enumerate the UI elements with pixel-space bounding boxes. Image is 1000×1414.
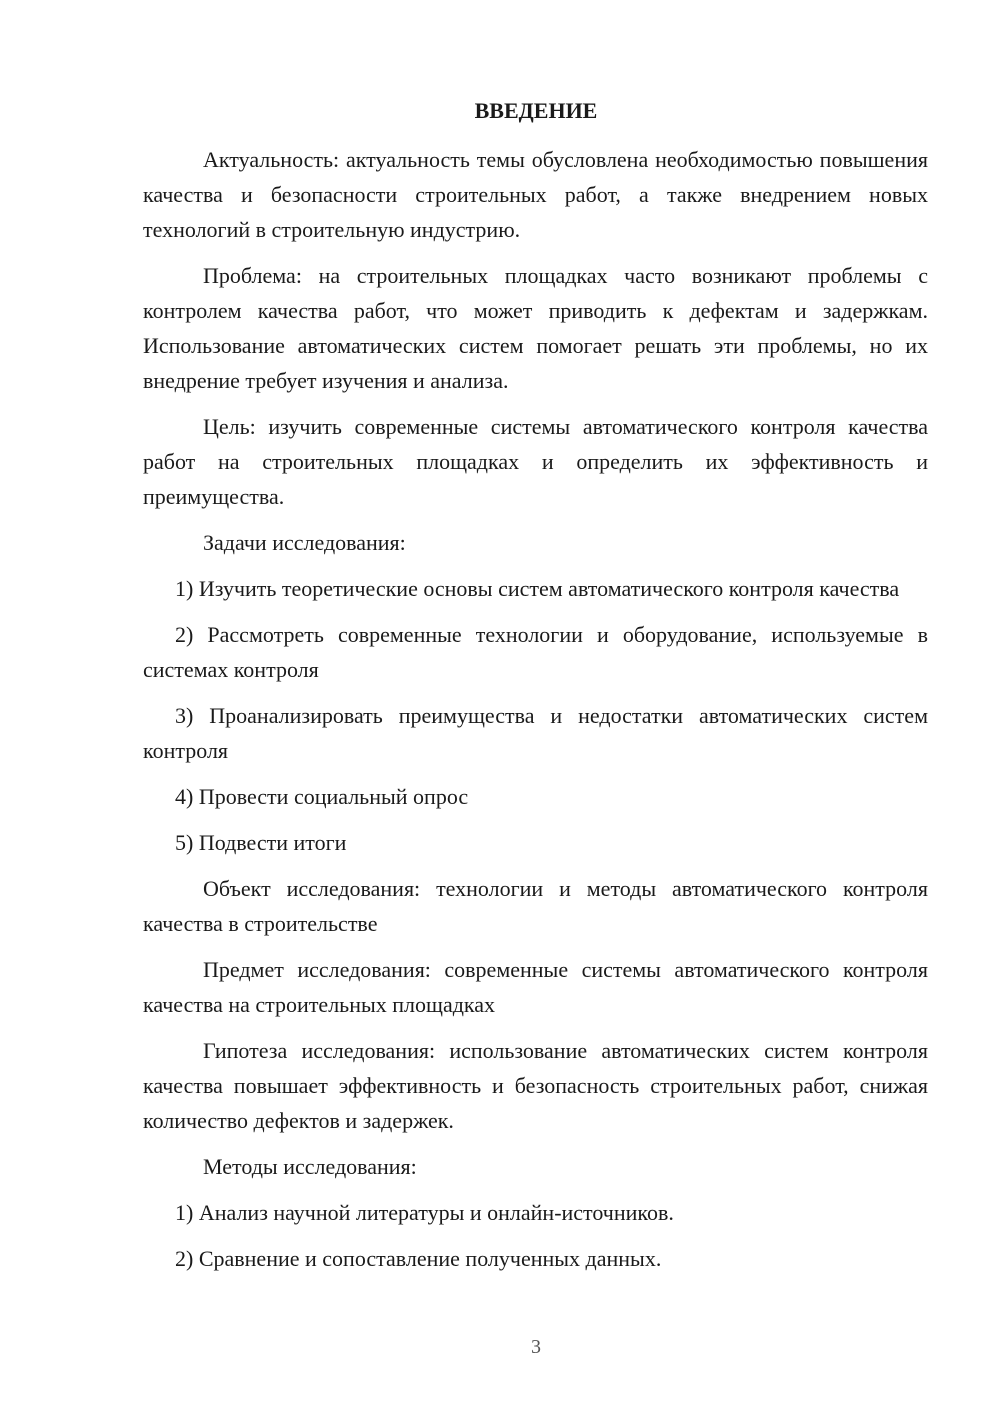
problem-paragraph: Проблема: на строительных площадках часто возникают проблемы с контролем качества работ, что может приводить к дефектам и задержкам. Использование автоматических систем помогает решать эти проблемы, но их внедрение требует изучения и анализа. (143, 263, 928, 393)
object-paragraph: Объект исследования: технологии и методы автоматического контроля качества в строительстве (143, 876, 928, 936)
method-item-1: 1) Анализ научной литературы и онлайн-источников. (175, 1200, 674, 1225)
document-body (143, 142, 928, 1287)
task-item-3: 3) Проанализировать преимущества и недостатки автоматических систем контроля (143, 703, 928, 763)
method-item-2: 2) Сравнение и сопоставление полученных данных. (175, 1246, 662, 1271)
task-item-5: 5) Подвести итоги (175, 830, 347, 855)
tasks-list (143, 571, 928, 860)
hypothesis-paragraph: Гипотеза исследования: использование автоматических систем контроля качества повышает эффективность и безопасность строительных работ, снижая количество дефектов и задержек. (143, 1038, 928, 1133)
task-item-2: 2) Рассмотреть современные технологии и оборудование, используемые в системах контроля (143, 622, 928, 682)
page-number: 3 (531, 1336, 541, 1358)
methods-heading: Методы исследования: (203, 1154, 417, 1179)
task-item-4: 4) Провести социальный опрос (175, 784, 469, 809)
goal-paragraph: Цель: изучить современные системы автоматического контроля качества работ на строительных площадках и определить их эффективность и преимущества. (143, 414, 928, 509)
page-title: ВВЕДЕНИЕ (474, 98, 598, 123)
task-item-1: 1) Изучить теоретические основы систем автоматического контроля качества (175, 576, 900, 601)
tasks-heading: Задачи исследования: (203, 530, 406, 555)
methods-list (143, 1195, 928, 1276)
subject-paragraph: Предмет исследования: современные системы автоматического контроля качества на строительных площадках (143, 957, 928, 1017)
relevance-paragraph: Актуальность: актуальность темы обусловлена необходимостью повышения качества и безопасности строительных работ, а также внедрением новых технологий в строительную индустрию. (143, 147, 928, 242)
